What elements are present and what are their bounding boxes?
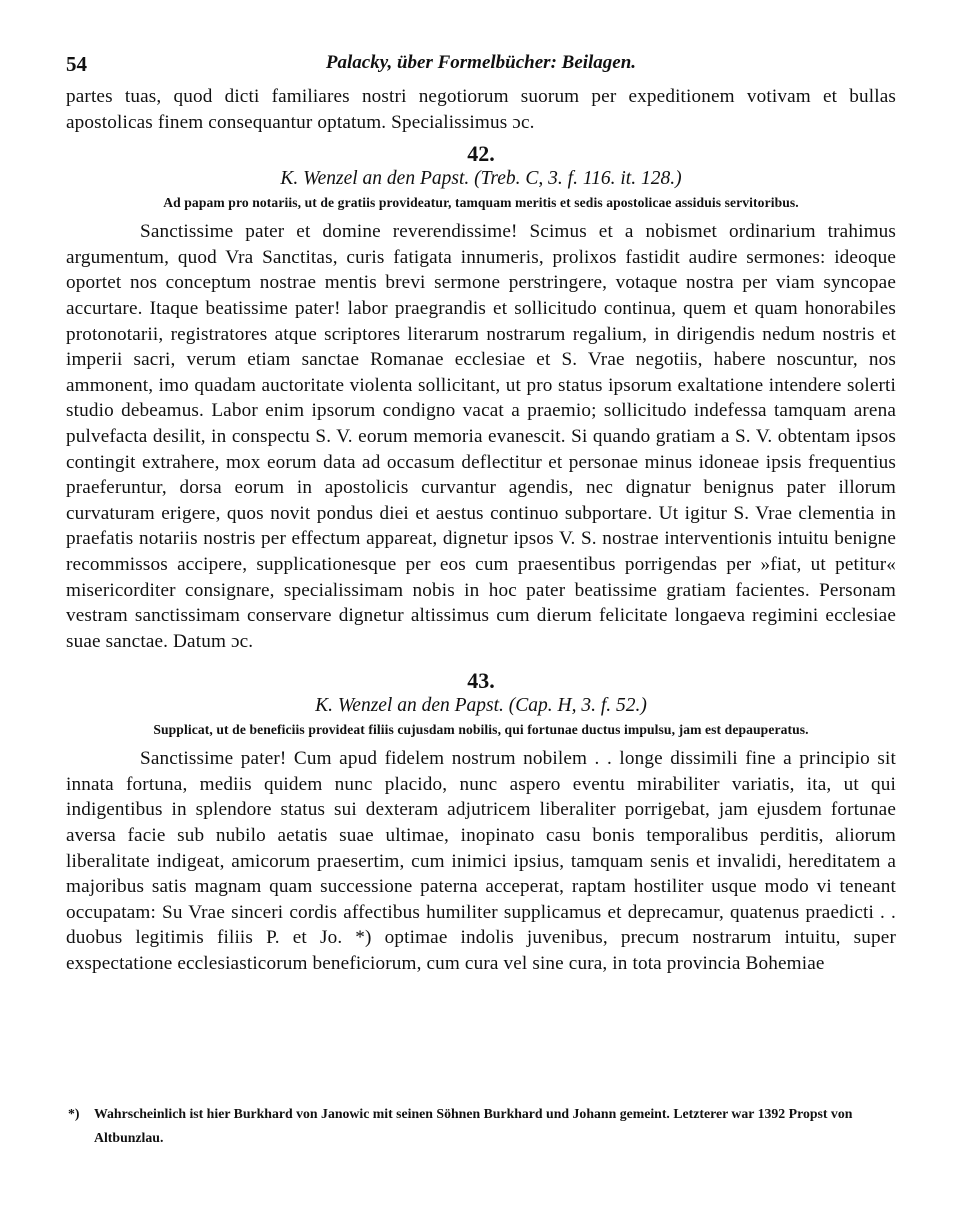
page-number: 54: [66, 52, 87, 76]
document-summary: Supplicat, ut de beneficiis provideat filiis cujusdam nobilis, qui fortunae ductus impulsu, jam est depauperatus.: [153, 722, 809, 738]
document-body: Sanctissime pater! Cum apud fidelem nostrum nobilem . . longe dissimili fine a principio sit innata fortuna, mediis quidem nunc placido, nunc aspero eventu mirabiliter variatis, ita, ut qui indigentibus in splendore status sui dexteram adjutricem liberaliter porrigebat, jam ejusdem fortunae aversa facie sub nubilo aetatis suae ultimae, inopinato casu bonis temporalibus perditis, aliorum liberalitate indigeat, amicorum praesertim, cum inimici ipsius, tamquam senis et invalidi, hereditatem a majoribus satis magnam quam successione paterna acceperat, raptam hostiliter usque modo vi teneant occupatam: Su Vrae sinceri cordis affectibus humiliter supplicamus et deprecamur, quatenus praedicti . . duobus legitimis filiis P. et Jo. *) optimae indolis juvenibus, precum nostrarum intuitu, super exspectatione ecclesiasticorum beneficiorum, cum cura vel sine cura, in tota provincia Bohemiae: [66, 748, 896, 975]
document-number: 42.: [467, 141, 495, 167]
footnote-mark: *): [68, 1106, 80, 1121]
footnote-text: Wahrscheinlich ist hier Burkhard von Janowic mit seinen Söhnen Burkhard und Johann gemeint. Letzterer war 1392 Propst von Altbunzlau.: [94, 1106, 853, 1145]
document-42: [66, 141, 896, 654]
running-head: [66, 52, 896, 84]
document-heading: K. Wenzel an den Papst. (Cap. H, 3. f. 52.): [315, 695, 647, 717]
document-heading: K. Wenzel an den Papst. (Treb. C, 3. f. 116. it. 128.): [280, 168, 682, 190]
page: [66, 52, 896, 977]
document-body: Sanctissime pater et domine reverendissime! Scimus et a nobismet ordinarium trahimus argumentum, quod Vra Sanctitas, curis fatigata innumeris, prolixos fastidit audire sermones: ideoque oportet nos conceptum nostrae mentis brevi sermone perstringere, votaque nostra per viam syncopae accurtare. Itaque beatissime pater! labor praegrandis et sollicitudo continua, quem et quam honorabiles protonotarii, registratores atque scriptores literarum nostrarum regalium, in dirigendis nedum nostris et imperii sacri, verum etiam sanctae Romanae ecclesiae et S. Vrae negotiis, habere noscuntur, nos ammonent, imo quadam auctoritate violenta sollicitant, ut pro status ipsorum exaltatione intendere solerti studio debeamus. Labor enim ipsorum condigno vacat a praemio; sollicitudo indefessa tamquam arena pulvefacta desilit, in conspectu S. V. eorum memoria evanescit. Si quando gratiam a S. V. obtentam ipsos contingit extrahere, mox eorum data ad occasum deflectitur et personae minus idoneae ipsis frequentius praeferuntur, dorsa eorum in apostolicis curvantur agendis, nec dignatur benignus pater illorum curvaturam erigere, quos novit pondus diei et aestus continuo subportare. Ut igitur S. Vrae clementia in praefatis notariis nostris per effectum appareat, dignetur ipsos V. S. nostrae interventionis intuitu benigne recommissos accipere, supplicationesque per eos cum praesentibus porrigendas per »fiat, ut petitur« misericorditer consignare, specialissimam nobis in hoc pater beatissime gratiam facientes. Personam vestram sanctissimam conservare dignetur altissimus cum dierum felicitate longaeva regimini ecclesiae suae sanctae. Datum ɔc.: [66, 221, 896, 652]
footnote: [68, 1102, 900, 1150]
document-summary: Ad papam pro notariis, ut de gratiis provideatur, tamquam meritis et sedis apostolicae assiduis servitoribus.: [163, 195, 799, 211]
document-number: 43.: [467, 668, 495, 694]
intro-paragraph: partes tuas, quod dicti familiares nostri negotiorum suorum per expeditionem votivam et bullas apostolicas finem consequantur optatum. Specialissimus ɔc.: [66, 86, 896, 133]
running-title: Palacky, über Formelbücher: Beilagen.: [325, 52, 637, 73]
document-43: [66, 668, 896, 976]
